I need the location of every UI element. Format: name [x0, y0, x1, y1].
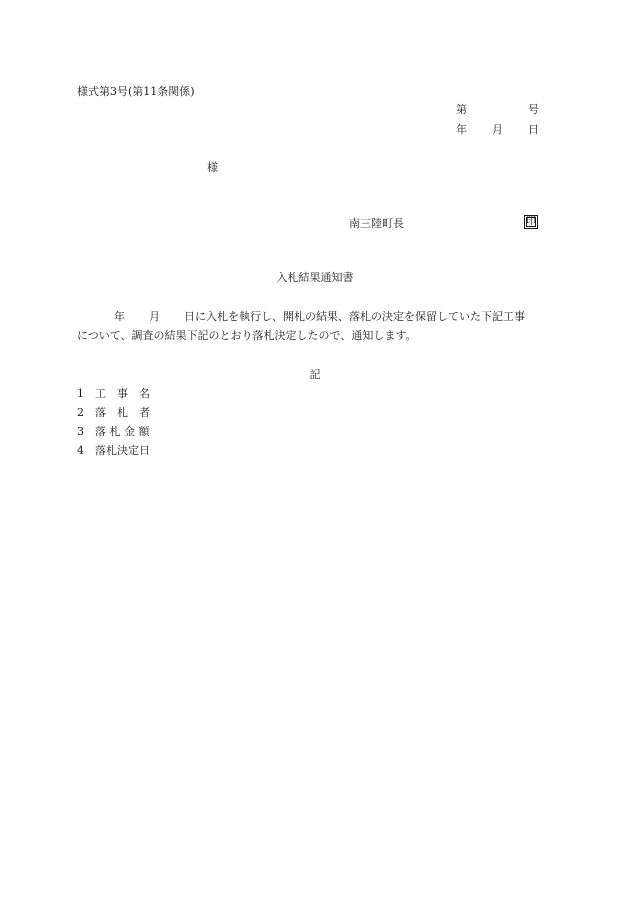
item-label: 落札決定日: [95, 444, 150, 457]
date-day-label: 日: [528, 123, 539, 136]
body-month-label: 月: [149, 310, 160, 323]
item-number: 3: [77, 425, 84, 438]
document-title: 入札結果通知書: [276, 271, 354, 284]
body-paragraph-line-1: [114, 310, 525, 324]
body-line-1-text: 日に入札を執行し、開札の結果、落札の決定を保留していた下記工事: [184, 310, 525, 323]
item-label: 落 札 者: [95, 406, 150, 419]
item-number: 1: [77, 387, 84, 400]
body-paragraph-line-2: について、調査の結果下記のとおり落札決定したので、通知します。: [77, 329, 417, 342]
issuer-name: 南三陸町長: [349, 217, 404, 230]
item-number: 4: [77, 444, 84, 457]
addressee-honorific: 様: [207, 161, 218, 174]
list-item: [77, 444, 150, 458]
item-label: 落 札 金 額: [95, 425, 150, 438]
list-item: [77, 406, 150, 420]
seal-text: 印: [526, 216, 536, 227]
item-label: 工 事 名: [95, 387, 150, 400]
list-item: [77, 387, 150, 401]
seal-stamp-icon: [524, 215, 538, 229]
body-year-label: 年: [114, 310, 125, 323]
document-number-suffix: 号: [528, 103, 539, 116]
document-number-prefix: 第: [456, 103, 467, 116]
form-number: 様式第3号(第11条関係): [77, 85, 195, 98]
list-item: [77, 425, 150, 439]
date-year-label: 年: [456, 123, 467, 136]
item-number: 2: [77, 406, 84, 419]
date-month-label: 月: [492, 123, 503, 136]
ki-heading: 記: [309, 368, 321, 381]
